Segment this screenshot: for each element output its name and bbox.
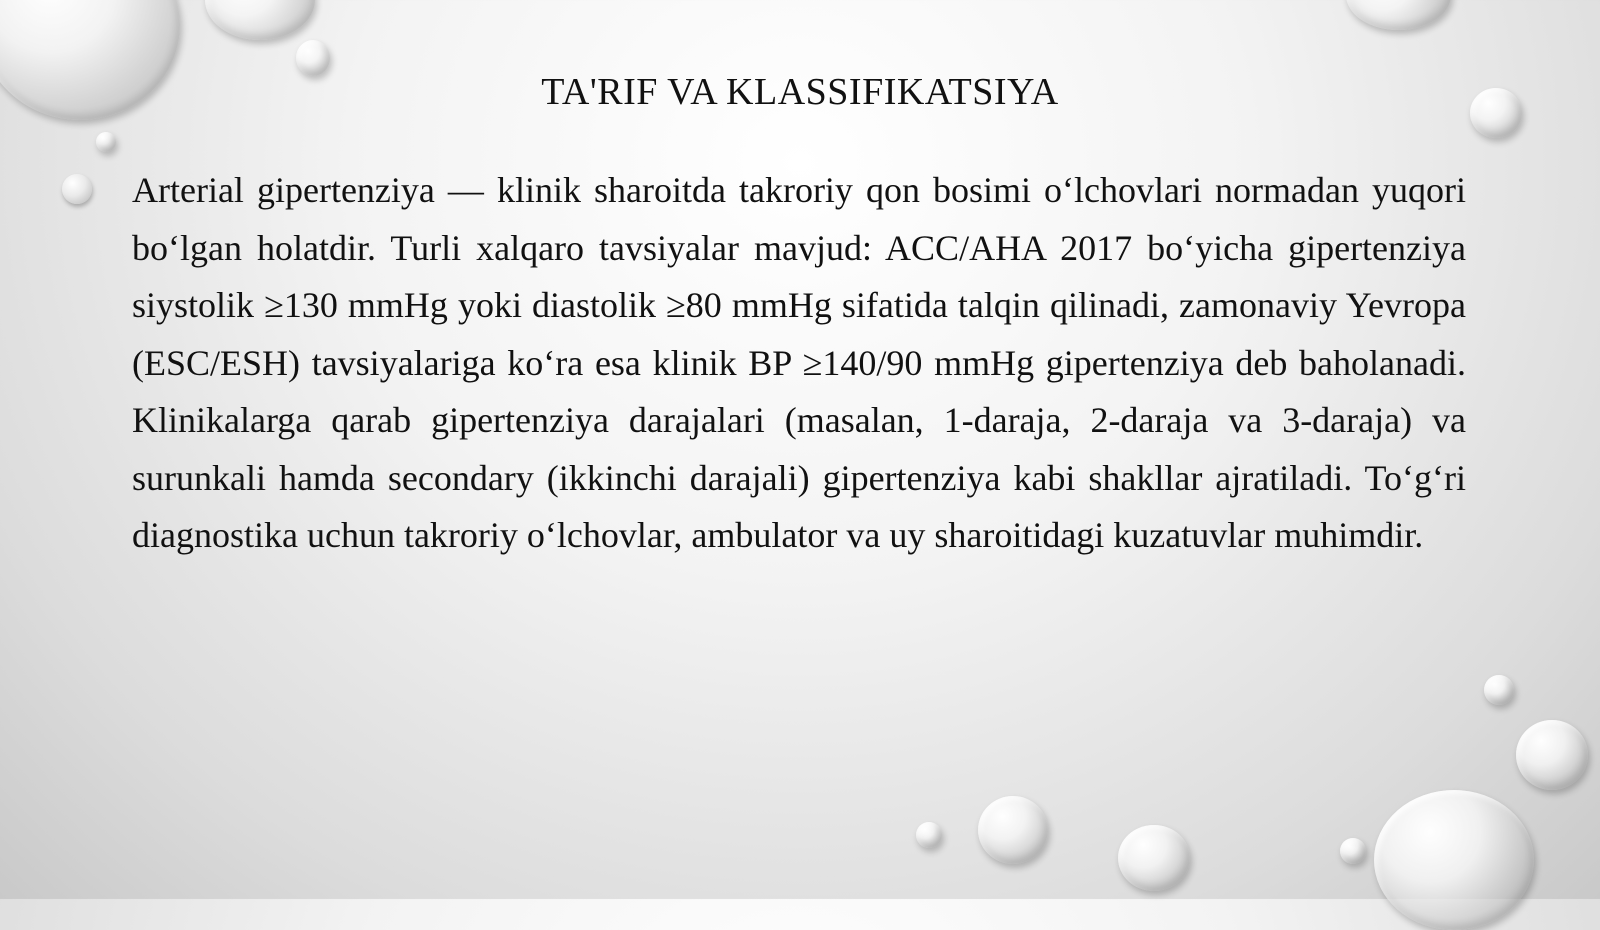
bullet-icon xyxy=(62,174,92,204)
water-drop-decoration xyxy=(1374,790,1534,930)
water-drop-decoration xyxy=(1484,675,1514,705)
water-drop-decoration xyxy=(1516,720,1588,790)
water-drop-decoration xyxy=(1346,0,1451,30)
water-drop-decoration xyxy=(96,132,116,152)
water-drop-decoration xyxy=(205,0,315,40)
water-drop-decoration xyxy=(978,796,1048,864)
water-drop-decoration xyxy=(1118,825,1190,891)
body-paragraph: Arterial gipertenziya — klinik sharoitda takroriy qon bosimi o‘lchovlari normadan yuqori bo‘lgan holatdir. Turli xalqaro tavsiyalar mavjud: ACC/AHA 2017 bo‘yicha gipertenziya siystolik ≥130 mmHg yoki diastolik ≥80 mmHg sifatida talqin qilinadi, zamonaviy Yevropa (ESC/ESH) tavsiyalariga ko‘ra esa klinik BP ≥140/90 mmHg gipertenziya deb baholanadi. Klinikalarga qarab gipertenziya darajalari (masalan, 1-daraja, 2-daraja va 3-daraja) va surunkali hamda secondary (ikkinchi darajali) gipertenziya kabi shakllar ajratiladi. To‘g‘ri diagnostika uchun takroriy o‘lchovlar, ambulator va uy sharoitidagi kuzatuvlar muhimdir. xyxy=(132,170,1466,555)
water-drop-decoration xyxy=(1340,838,1366,864)
water-drop-decoration xyxy=(916,822,942,848)
slide-title: TA'RIF VA KLASSIFIKATSIYA xyxy=(541,71,1059,113)
